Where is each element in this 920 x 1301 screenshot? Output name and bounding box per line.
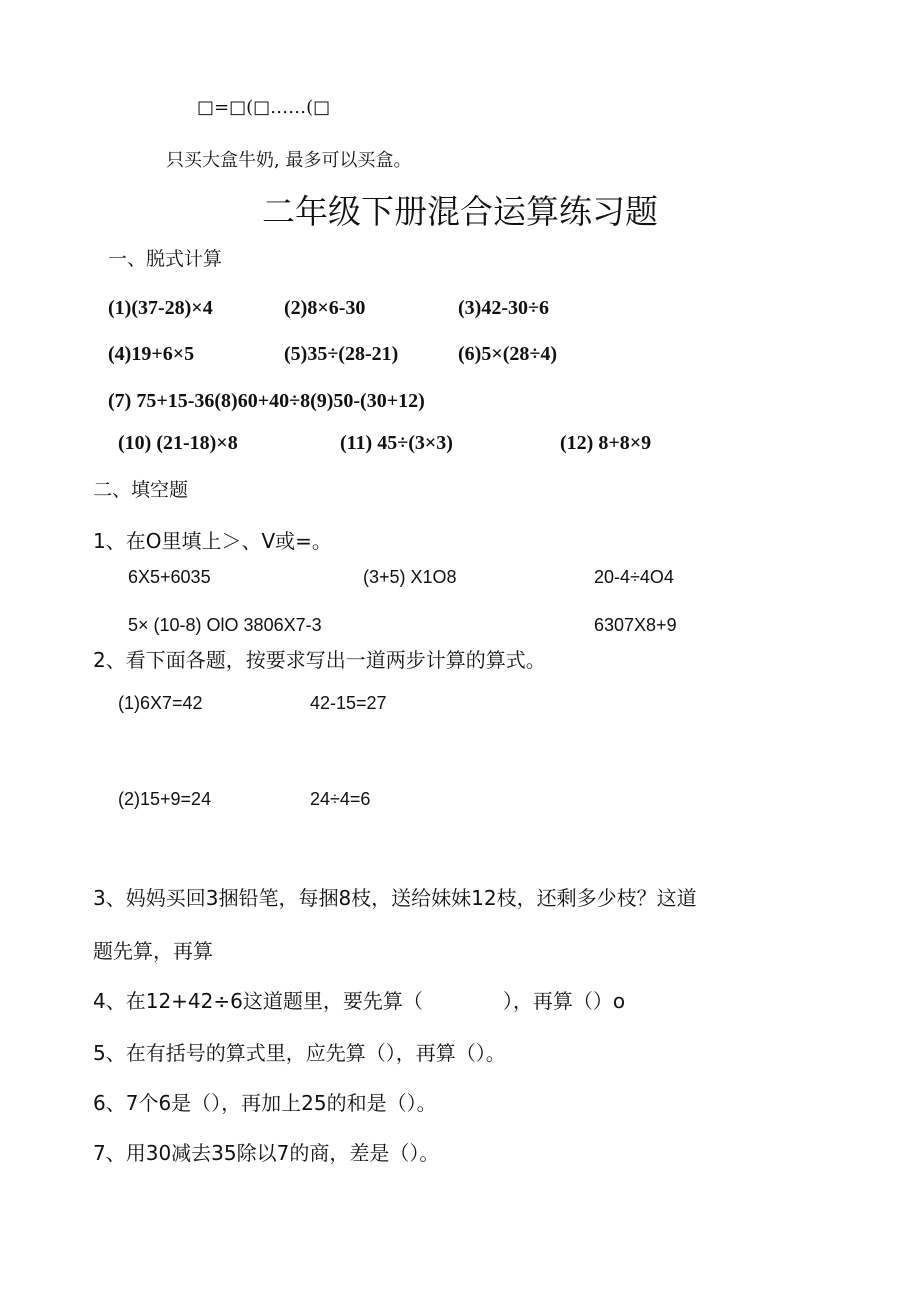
calc-item-5: (5)35÷(28-21) — [284, 343, 399, 365]
calc-item-6: (6)5×(28÷4) — [458, 343, 558, 365]
calc-item-1: (1)(37-28)×4 — [108, 297, 213, 319]
q2-text: 2、看下面各题，按要求写出一道两步计算的算式。 — [93, 648, 546, 672]
q1-compare-3: 20-4÷4O4 — [594, 567, 674, 587]
q1-compare-2: (3+5) X1O8 — [363, 567, 457, 587]
q1-text: 1、在O里填上＞、V或=。 — [93, 529, 332, 553]
q1-compare-5: 6307X8+9 — [594, 615, 677, 635]
q6-text: 6、7个6是（），再加上25的和是（）。 — [93, 1091, 437, 1115]
calc-item-11: (11) 45÷(3×3) — [340, 432, 453, 454]
calc-item-2: (2)8×6-30 — [284, 297, 366, 319]
page-title: 二年级下册混合运算练习题 — [262, 192, 658, 231]
q1-compare-1: 6X5+6035 — [128, 567, 211, 587]
calc-item-10: (10) (21-18)×8 — [118, 432, 238, 454]
calc-item-12: (12) 8+8×9 — [560, 432, 652, 454]
section1-heading: 一、脱式计算 — [108, 248, 223, 270]
q7-text: 7、用30减去35除以7的商，差是（）。 — [93, 1141, 440, 1165]
q1-compare-4: 5× (10-8) OlO 3806X7-3 — [128, 615, 322, 635]
q4-text: 4、在12+42÷6这道题里，要先算（ ），再算（）o — [93, 989, 626, 1013]
q3-line1: 3、妈妈买回3捆铅笔，每捆8枝，送给妹妹12枝，还剩多少枝？这道 — [93, 886, 697, 910]
q2-equation-2a: (2)15+9=24 — [118, 789, 212, 809]
q3-line2: 题先算，再算 — [93, 939, 213, 963]
q2-equation-1b: 42-15=27 — [310, 693, 387, 713]
header-equation: □=□(□……(□ — [197, 97, 331, 118]
q5-text: 5、在有括号的算式里，应先算（），再算（）。 — [93, 1041, 506, 1065]
q2-equation-1a: (1)6X7=42 — [118, 693, 203, 713]
calc-item-4: (4)19+6×5 — [108, 343, 195, 365]
calc-item-3: (3)42-30÷6 — [458, 297, 549, 319]
header-milk-question: 只买大盒牛奶, 最多可以买盒。 — [166, 150, 412, 171]
q2-equation-2b: 24÷4=6 — [310, 789, 371, 809]
section2-heading: 二、填空题 — [93, 479, 189, 501]
calc-item-7-9: (7) 75+15-36(8)60+40÷8(9)50-(30+12) — [108, 390, 425, 412]
